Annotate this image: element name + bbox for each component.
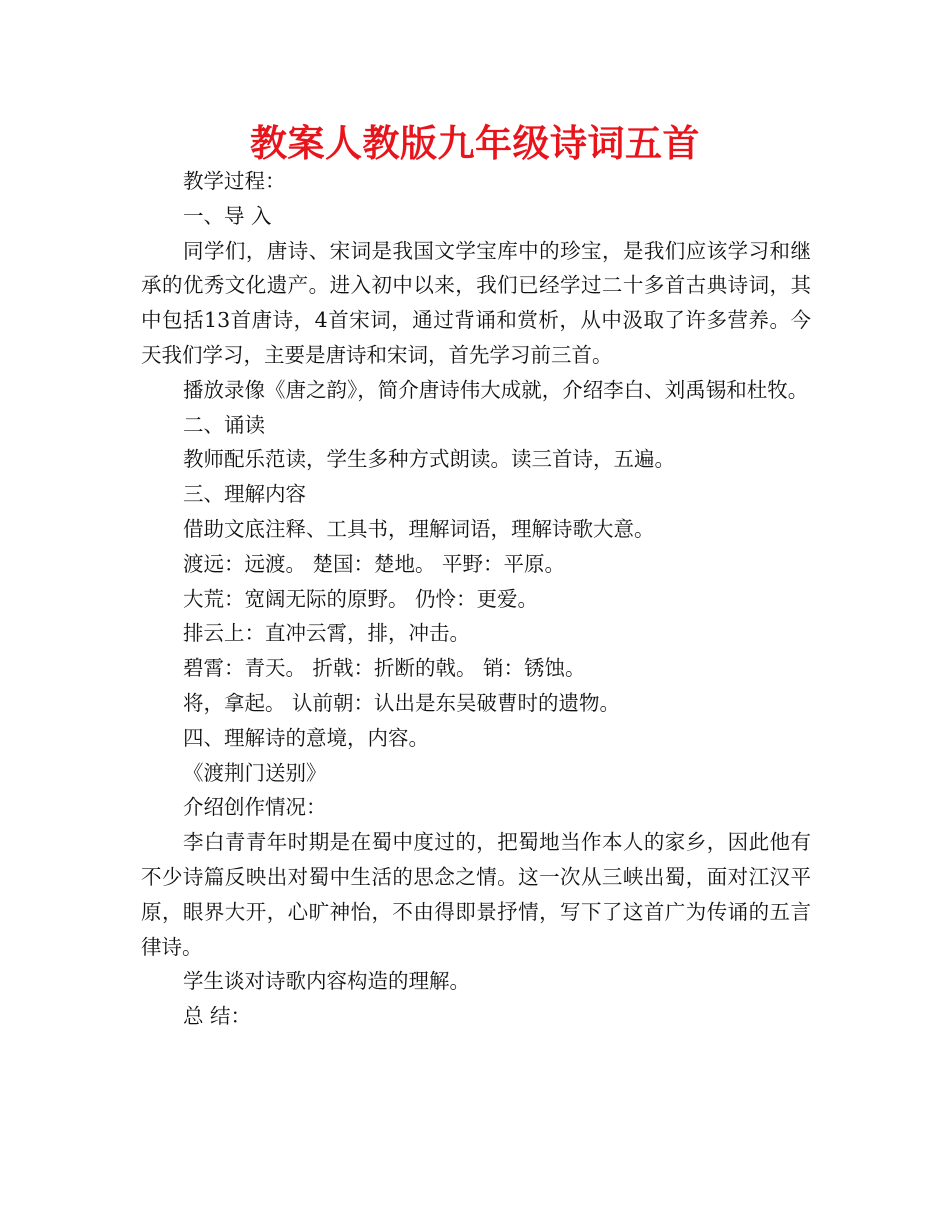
paragraph-background: 李白青青年时期是在蜀中度过的，把蜀地当作本人的家乡，因此他有不少诗篇反映出对蜀中生活的思念之情。这一次从三峡出蜀，面对江汉平原，眼界大开，心旷神怡，不由得即景抒情，写下了这首广为传诵的五言律诗。 [141, 830, 811, 959]
paragraph-discussion: 学生谈对诗歌内容构造的理解。 [183, 969, 470, 994]
paragraph-recite: 教师配乐范读，学生多种方式朗读。读三首诗，五遍。 [183, 447, 675, 472]
paragraph-intro: 同学们，唐诗、宋词是我国文学宝库中的珍宝，是我们应该学习和继承的优秀文化遗产。进入初中以来，我们已经学过二十多首古典诗词，其中包括13首唐诗，4首宋词，通过背诵和赏析，从中汲取了许多营养。今天我们学习，主要是唐诗和宋词，首先学习前三首。 [141, 238, 811, 367]
section-heading-understand: 三、理解内容 [183, 482, 306, 507]
document-title: 教案人教版九年级诗词五首 [250, 122, 700, 165]
vocab-line: 大荒：宽阔无际的原野。 仍怜：更爱。 [183, 586, 539, 611]
vocab-line: 碧霄：青天。 折戟：折断的戟。 销：锈蚀。 [183, 656, 586, 681]
section-heading-mood: 四、理解诗的意境，内容。 [183, 725, 429, 750]
section-heading-intro: 一、导 入 [183, 203, 272, 228]
section-heading-process: 教学过程： [183, 169, 286, 193]
paragraph-understand: 借助文底注释、工具书，理解词语，理解诗歌大意。 [183, 516, 655, 541]
section-heading-recite: 二、诵读 [183, 412, 265, 437]
poem-title: 《渡荆门送别》 [183, 760, 327, 785]
paragraph-video: 播放录像《唐之韵》，简介唐诗伟大成就，介绍李白、刘禹锡和杜牧。 [183, 377, 809, 402]
vocab-line: 渡远：远渡。 楚国：楚地。 平野：平原。 [183, 551, 566, 576]
document-body [141, 164, 811, 1034]
subheading-background: 介绍创作情况： [183, 795, 327, 820]
vocab-line: 将，拿起。 认前朝：认出是东吴破曹时的遗物。 [183, 690, 621, 715]
subheading-summary: 总 结： [183, 1004, 252, 1029]
vocab-line: 排云上：直冲云霄，排，冲击。 [183, 621, 470, 646]
